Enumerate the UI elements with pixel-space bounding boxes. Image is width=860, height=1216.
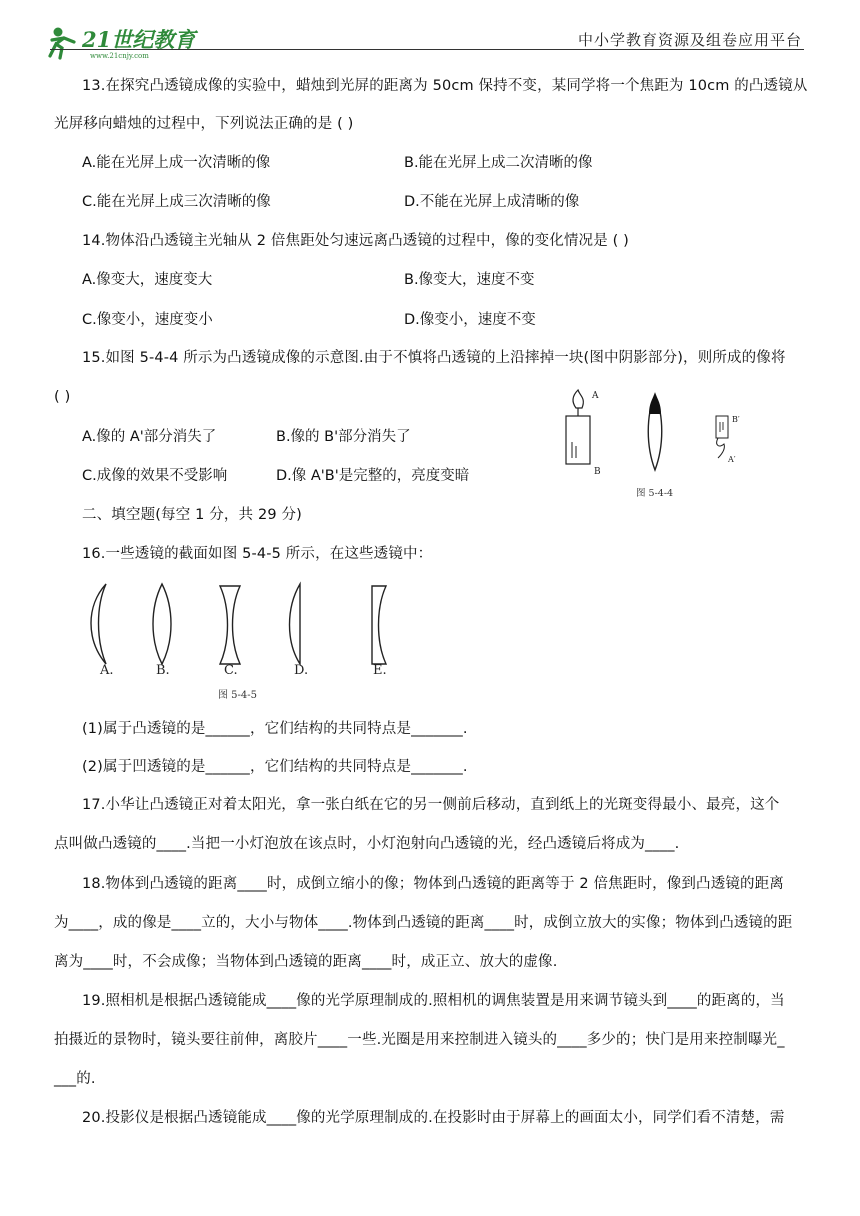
q13-stem-line2: 光屏移向蜡烛的过程中，下列说法正确的是 ( ) [54,116,354,132]
lens-a-meniscus-icon [91,584,106,664]
lens-label-a: A. [100,663,114,678]
q13-option-d: D.不能在光屏上成清晰的像 [404,194,580,210]
q20-stem-line1: 20.投影仪是根据凸透镜能成____像的光学原理制成的.在投影时由于屏幕上的画面太小，同学们看不清楚，需 [82,1110,785,1126]
q15-option-b: B.像的 B'部分消失了 [276,429,411,445]
lens-e-planoconcave-icon [372,586,386,664]
q19-stem-line2: 拍摄近的景物时，镜头要往前伸，离胶片____一些.光圈是用来控制进入镜头的____多少的；快门是用来控制曝光_ [54,1032,785,1048]
q15-option-a: A.像的 A'部分消失了 [82,429,217,445]
q14-option-b: B.像变大，速度不变 [404,272,535,288]
q13-option-c: C.能在光屏上成三次清晰的像 [82,194,271,210]
q16-sub1: (1)属于凸透镜的是______，它们结构的共同特点是_______. [82,721,468,737]
inverted-image-icon [716,416,728,458]
section-title: 二、填空题(每空 1 分，共 29 分) [82,507,302,523]
q15-option-d: D.像 A'B'是完整的，亮度变暗 [276,468,470,484]
q18-stem-line3: 离为____时，不会成像；当物体到凸透镜的距离____时，成正立、放大的虚像. [54,954,558,970]
logo-url: www.21cnjy.com [90,52,149,60]
lens-label-d: D. [294,663,309,678]
lens-label-e: E. [373,663,387,678]
platform-title: 中小学教育资源及组卷应用平台 [577,31,802,49]
figure-5-4-4 [556,386,756,506]
q13-stem-line1: 13.在探究凸透镜成像的实验中，蜡烛到光屏的距离为 50cm 保持不变，某同学将一个焦距为 10cm 的凸透镜从 [82,78,808,94]
q17-stem-line1: 17.小华让凸透镜正对着太阳光，拿一张白纸在它的另一侧前后移动，直到纸上的光斑变得最小、最亮，这个 [82,797,780,813]
q17-stem-line2: 点叫做凸透镜的____.当把一小灯泡放在该点时，小灯泡射向凸透镜的光，经凸透镜后将成为____. [54,836,680,852]
lens-c-biconcave-icon [220,586,240,664]
q19-stem-line1: 19.照相机是根据凸透镜能成____像的光学原理制成的.照相机的调焦装置是用来调节镜头到____的距离的，当 [82,993,785,1009]
q18-stem-line2: 为____，成的像是____立的，大小与物体____.物体到凸透镜的距离____时，成倒立放大的实像；物体到凸透镜的距 [54,915,793,931]
header-divider [50,49,804,50]
logo-text: 21世纪教育 [82,27,196,52]
q14-option-c: C.像变小，速度变小 [82,312,213,328]
q16-stem-line1: 16.一些透镜的截面如图 5-4-5 所示，在这些透镜中： [82,546,433,562]
label-b: B [594,467,601,477]
figure-caption: 图 5-4-5 [218,690,258,701]
q15-option-c: C.成像的效果不受影响 [82,468,228,484]
label-a: A [592,391,599,401]
running-figure-icon [50,28,74,59]
convex-lens-icon [648,394,662,470]
lens-label-c: C. [224,663,238,678]
q18-stem-line1: 18.物体到凸透镜的距离____时，成倒立缩小的像；物体到凸透镜的距离等于 2 倍焦距时，像到凸透镜的距离 [82,876,784,892]
label-b-prime: B′ [732,415,740,424]
q14-option-d: D.像变小，速度不变 [404,312,536,328]
q15-stem-line2: ( ) [54,389,71,405]
page-header [0,0,860,60]
figure-5-4-5 [80,580,410,706]
q13-option-b: B.能在光屏上成二次清晰的像 [404,155,593,171]
label-a-prime: A′ [728,455,736,464]
q13-option-a: A.能在光屏上成一次清晰的像 [82,155,271,171]
lens-d-planoconvex-icon [290,584,301,664]
q16-sub2: (2)属于凹透镜的是______，它们结构的共同特点是_______. [82,759,468,775]
q14-option-a: A.像变大，速度变大 [82,272,213,288]
lens-b-biconvex-icon [153,584,171,664]
lens-label-b: B. [156,663,170,678]
q15-stem-line1: 15.如图 5-4-4 所示为凸透镜成像的示意图.由于不慎将凸透镜的上沿摔掉一块(图中阴影部分)，则所成的像将 [82,350,786,366]
site-logo [44,26,234,60]
q19-stem-line3: ___的. [54,1071,96,1087]
q14-stem-line1: 14.物体沿凸透镜主光轴从 2 倍焦距处匀速远离凸透镜的过程中，像的变化情况是 ( ) [82,233,629,249]
figure-caption: 图 5-4-4 [636,488,674,499]
candle-object-icon [566,390,590,464]
